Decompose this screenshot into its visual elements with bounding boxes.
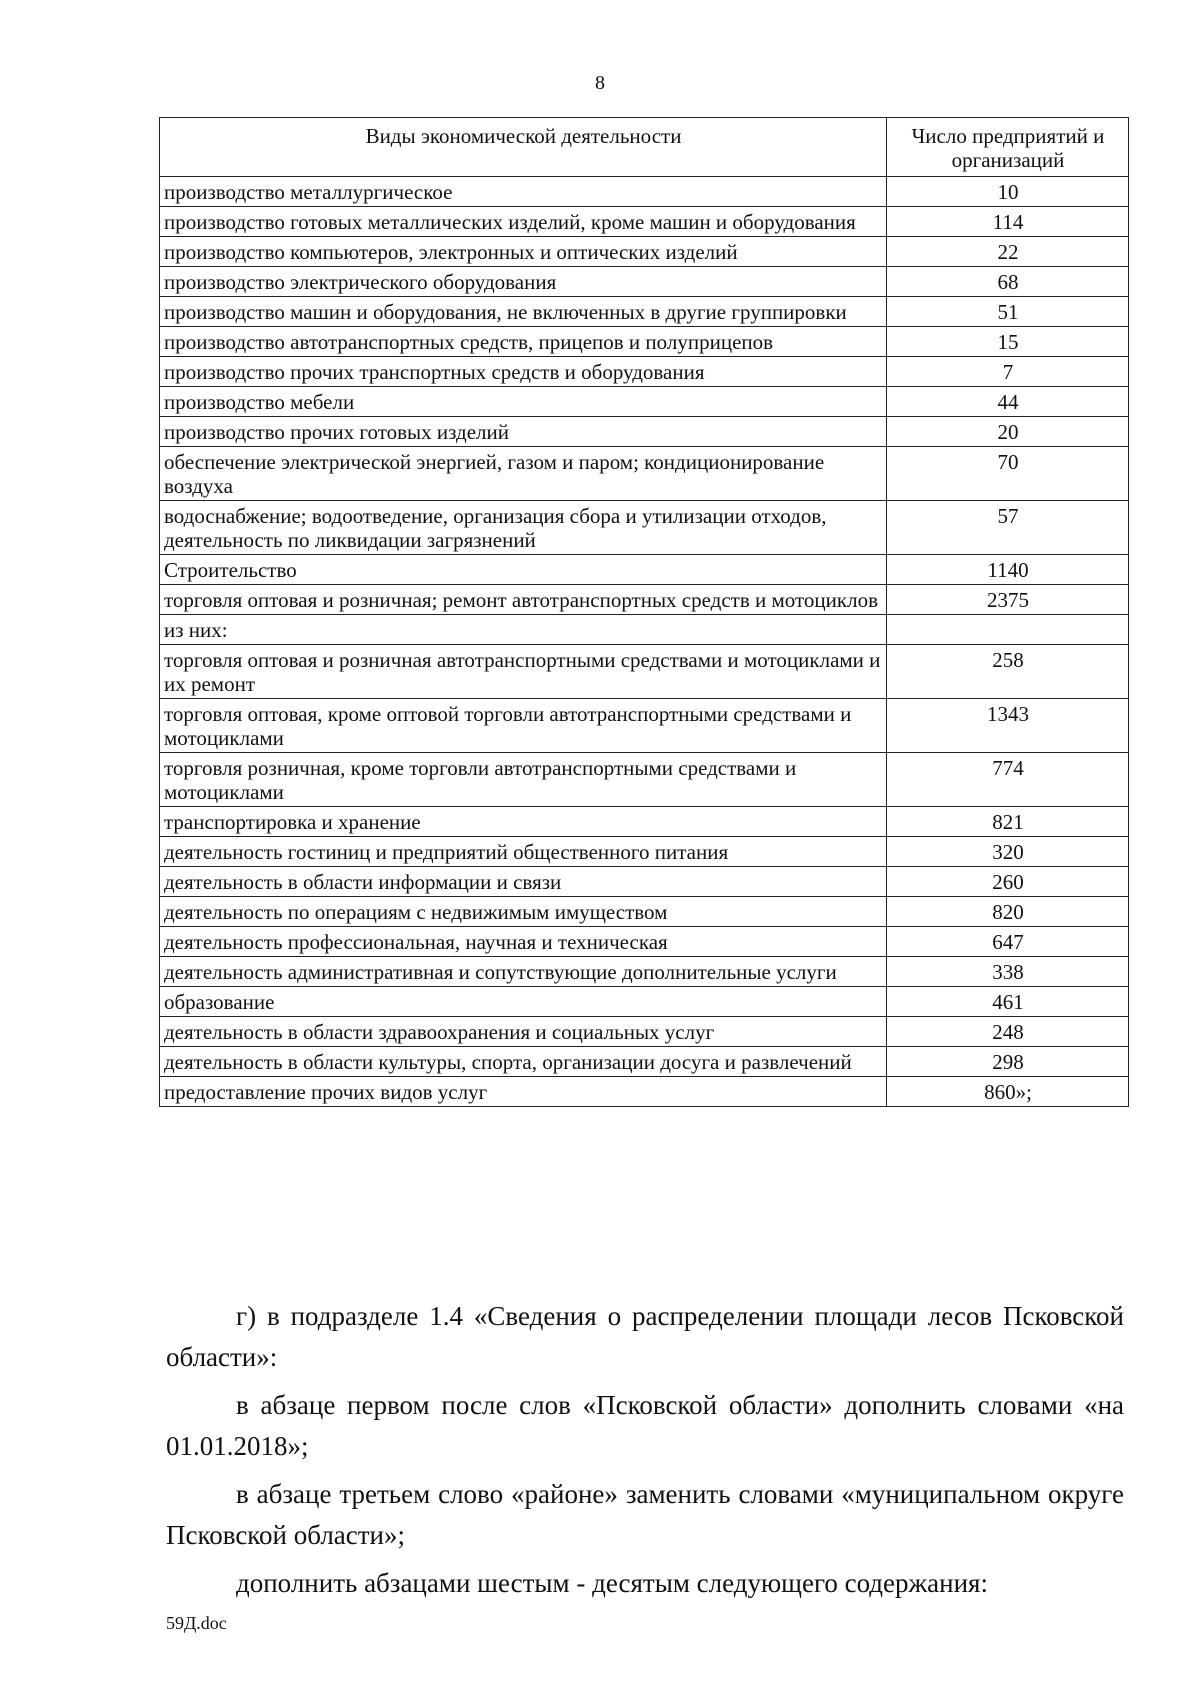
activity-cell: Строительство	[160, 555, 887, 585]
count-cell: 57	[887, 501, 1129, 555]
count-cell: 2375	[887, 585, 1129, 615]
paragraph-third-amendment: в абзаце третьем слово «районе» заменить словами «муниципальном округе Псковской области»;	[166, 1479, 1124, 1550]
activity-cell: производство электрического оборудования	[160, 267, 887, 297]
table-row	[160, 297, 1129, 327]
count-cell: 70	[887, 447, 1129, 501]
paragraph-subsection: г) в подразделе 1.4 «Сведения о распределении площади лесов Псковской области»:	[166, 1301, 1124, 1372]
activity-cell: производство готовых металлических изделий, кроме машин и оборудования	[160, 207, 887, 237]
activity-cell: деятельность в области информации и связи	[160, 867, 887, 897]
count-cell: 258	[887, 645, 1129, 699]
count-cell: 22	[887, 237, 1129, 267]
count-cell: 821	[887, 807, 1129, 837]
activity-cell: производство мебели	[160, 387, 887, 417]
activity-cell: водоснабжение; водоотведение, организация сбора и утилизации отходов, деятельность по ликвидации загрязнений	[160, 501, 887, 555]
count-cell: 10	[887, 177, 1129, 207]
table-row	[160, 501, 1129, 555]
count-cell: 647	[887, 927, 1129, 957]
table-row	[160, 417, 1129, 447]
table-row	[160, 615, 1129, 645]
table-row	[160, 645, 1129, 699]
header-count: Число предприятий и организаций	[887, 118, 1129, 177]
activity-cell: обеспечение электрической энергией, газом и паром; кондиционирование воздуха	[160, 447, 887, 501]
activity-cell: производство металлургическое	[160, 177, 887, 207]
table-row	[160, 927, 1129, 957]
activity-cell: торговля оптовая и розничная автотранспортными средствами и мотоциклами и их ремонт	[160, 645, 887, 699]
count-cell: 774	[887, 753, 1129, 807]
activity-cell: производство автотранспортных средств, прицепов и полуприцепов	[160, 327, 887, 357]
activity-cell: предоставление прочих видов услуг	[160, 1077, 887, 1107]
activity-cell: производство прочих транспортных средств и оборудования	[160, 357, 887, 387]
table-row	[160, 987, 1129, 1017]
table-header-row	[160, 118, 1129, 177]
table-row	[160, 387, 1129, 417]
count-cell: 298	[887, 1047, 1129, 1077]
count-cell: 68	[887, 267, 1129, 297]
table-row	[160, 177, 1129, 207]
table-row	[160, 699, 1129, 753]
activity-cell: деятельность в области культуры, спорта, организации досуга и развлечений	[160, 1047, 887, 1077]
count-cell: 338	[887, 957, 1129, 987]
table-row	[160, 357, 1129, 387]
count-cell: 51	[887, 297, 1129, 327]
table-row	[160, 237, 1129, 267]
activity-cell: производство прочих готовых изделий	[160, 417, 887, 447]
table-row	[160, 555, 1129, 585]
count-cell: 820	[887, 897, 1129, 927]
economic-activities-table	[159, 117, 1129, 1107]
count-cell: 260	[887, 867, 1129, 897]
table-row	[160, 957, 1129, 987]
count-cell: 114	[887, 207, 1129, 237]
count-cell: 860»;	[887, 1077, 1129, 1107]
activity-cell: транспортировка и хранение	[160, 807, 887, 837]
activity-cell: деятельность по операциям с недвижимым имуществом	[160, 897, 887, 927]
activity-cell: деятельность в области здравоохранения и социальных услуг	[160, 1017, 887, 1047]
activity-cell: торговля розничная, кроме торговли автотранспортными средствами и мотоциклами	[160, 753, 887, 807]
table-row	[160, 837, 1129, 867]
page-number: 8	[595, 72, 605, 94]
activity-cell: торговля оптовая и розничная; ремонт автотранспортных средств и мотоциклов	[160, 585, 887, 615]
table-body	[160, 177, 1129, 1107]
table-row	[160, 1017, 1129, 1047]
count-cell: 1343	[887, 699, 1129, 753]
activity-cell: образование	[160, 987, 887, 1017]
activity-cell: из них:	[160, 615, 887, 645]
table-row	[160, 327, 1129, 357]
table-row	[160, 267, 1129, 297]
table-row	[160, 807, 1129, 837]
count-cell: 7	[887, 357, 1129, 387]
paragraph-first-amendment: в абзаце первом после слов «Псковской области» дополнить словами «на 01.01.2018»;	[166, 1390, 1124, 1461]
table-row	[160, 753, 1129, 807]
table-row	[160, 897, 1129, 927]
amendment-text	[166, 1296, 1124, 1611]
count-cell: 20	[887, 417, 1129, 447]
header-activity: Виды экономической деятельности	[160, 118, 887, 177]
activity-cell: деятельность профессиональная, научная и техническая	[160, 927, 887, 957]
table-row	[160, 447, 1129, 501]
count-cell: 248	[887, 1017, 1129, 1047]
count-cell: 44	[887, 387, 1129, 417]
activity-cell: производство компьютеров, электронных и оптических изделий	[160, 237, 887, 267]
paragraph-additions: дополнить абзацами шестым - десятым следующего содержания:	[236, 1568, 988, 1598]
count-cell: 15	[887, 327, 1129, 357]
table-row	[160, 585, 1129, 615]
table-row	[160, 1047, 1129, 1077]
count-cell	[887, 615, 1129, 645]
count-cell: 461	[887, 987, 1129, 1017]
activity-cell: деятельность административная и сопутствующие дополнительные услуги	[160, 957, 887, 987]
activity-cell: производство машин и оборудования, не включенных в другие группировки	[160, 297, 887, 327]
table-row	[160, 207, 1129, 237]
count-cell: 1140	[887, 555, 1129, 585]
file-name-footer: 59Д.doc	[166, 1613, 227, 1633]
table-row	[160, 867, 1129, 897]
activity-cell: деятельность гостиниц и предприятий общественного питания	[160, 837, 887, 867]
count-cell: 320	[887, 837, 1129, 867]
activity-cell: торговля оптовая, кроме оптовой торговли автотранспортными средствами и мотоциклами	[160, 699, 887, 753]
table-row	[160, 1077, 1129, 1107]
